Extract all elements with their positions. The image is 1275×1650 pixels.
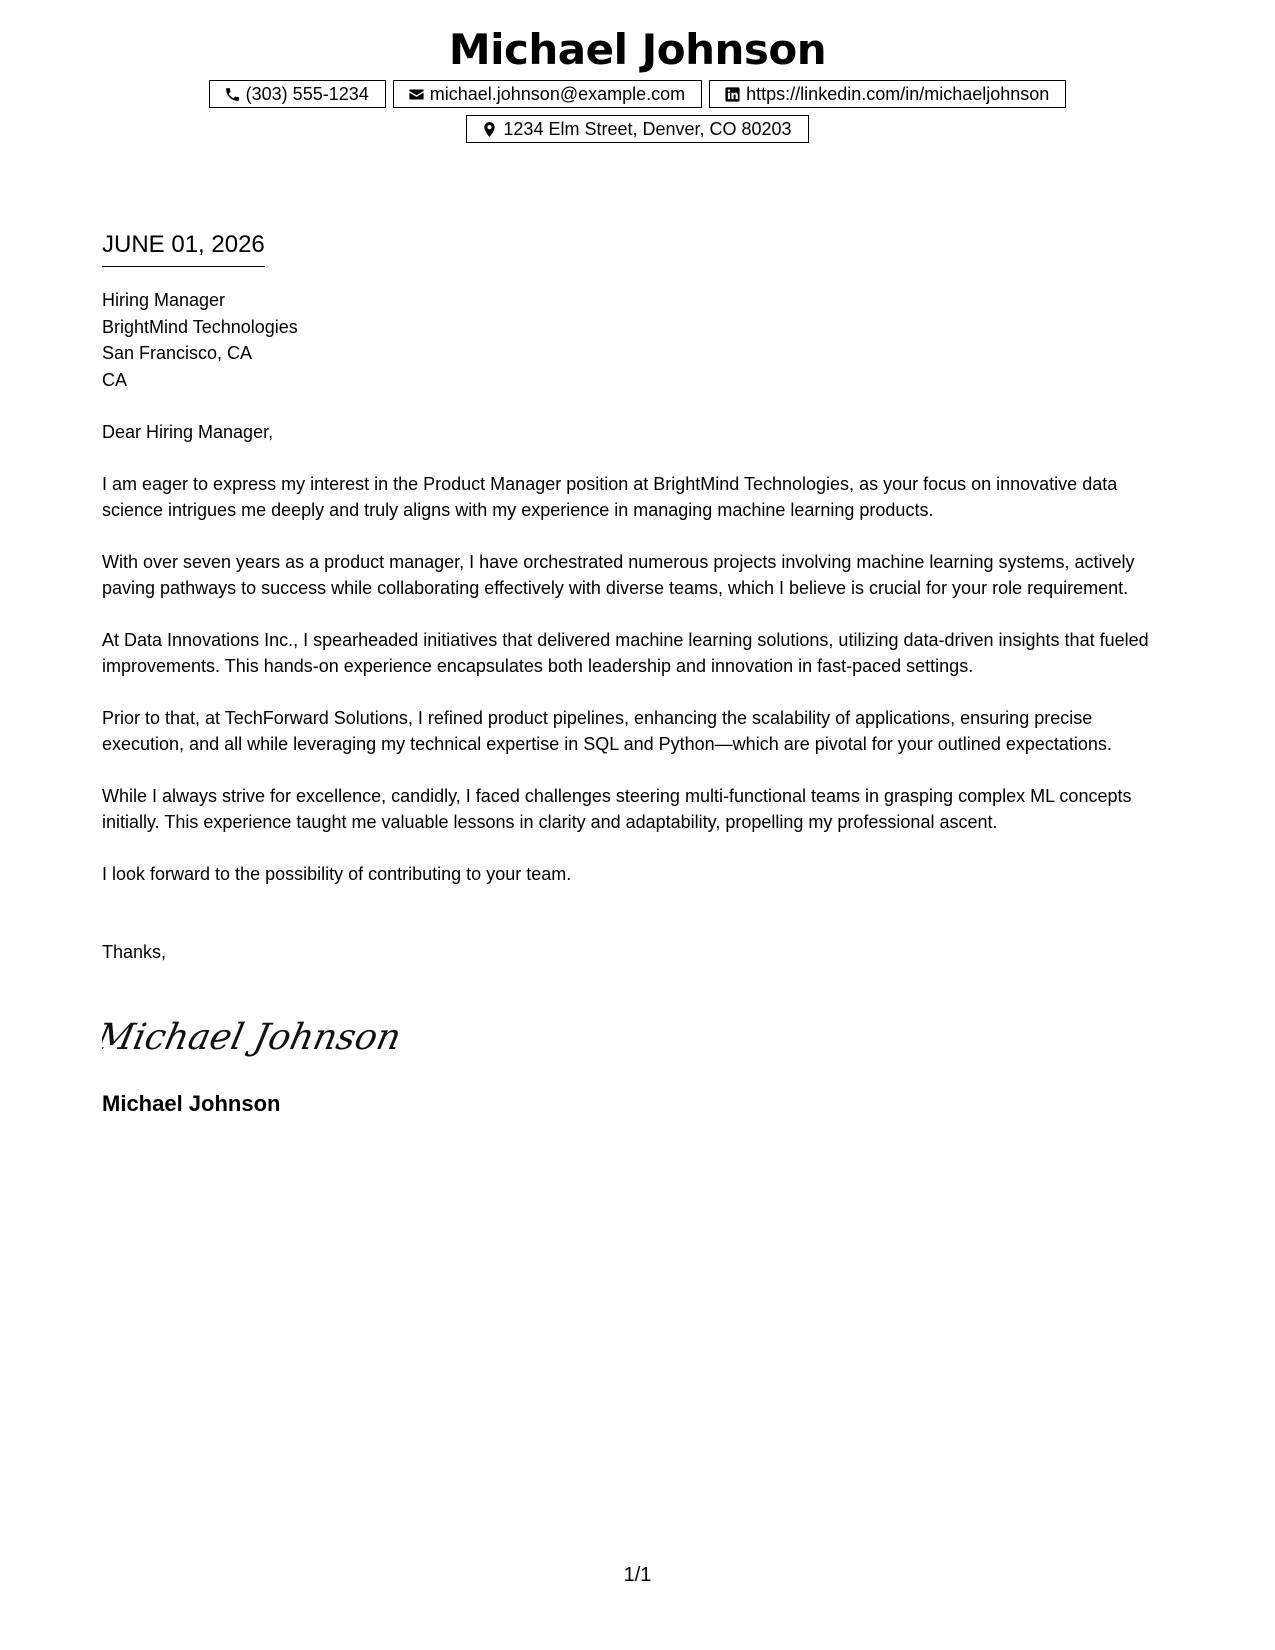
map-pin-icon [481,121,498,138]
recipient-state: CA [102,369,128,390]
salutation: Dear Hiring Manager, [102,422,274,442]
contact-row-secondary [0,115,1275,143]
linkedin-text: https://linkedin.com/in/michaeljohnson [746,83,1050,104]
letter-body [102,228,1172,1119]
signature-text: Michael Johnson [102,1015,402,1058]
recipient-company: BrightMind Technologies [102,316,298,337]
recipient-title: Hiring Manager [102,290,226,310]
signed-name: Michael Johnson [102,1091,281,1116]
page-number: 1/1 [623,1564,652,1586]
address-text: 1234 Elm Street, Denver, CO 80203 [503,118,792,139]
phone-text: (303) 555-1234 [245,83,369,104]
linkedin-contact[interactable] [709,80,1066,108]
email-contact[interactable] [393,80,702,108]
applicant-name: Michael Johnson [448,25,827,74]
paragraph-data-innovations: At Data Innovations Inc., I spearheaded initiatives that delivered machine learning solutions, utilizing data-driven insights that fueled improvements. This hands-on experience encapsulates both leadership and innovation in fast-paced settings. [102,630,1149,676]
paragraph-intro: I am eager to express my interest in the Product Manager position at BrightMind Technologies, as your focus on innovative data science intrigues me deeply and truly aligns with my experience in managing machine learning products. [102,474,1118,520]
signature-graphic [102,1005,402,1065]
recipient-block [102,287,1172,393]
letter-date: JUNE 01, 2026 [102,228,265,267]
signature-image [102,1005,1172,1065]
email-text: michael.johnson@example.com [429,83,686,104]
paragraph-challenges: While I always strive for excellence, candidly, I faced challenges steering multi-functional teams in grasping complex ML concepts initially. This experience taught me valuable lessons in clarity and adaptability, propelling my professional ascent. [102,786,1132,832]
contact-row-primary [0,80,1275,108]
address-contact[interactable] [466,115,808,143]
paragraph-closing: I look forward to the possibility of contributing to your team. [102,864,572,884]
paragraph-techforward: Prior to that, at TechForward Solutions, I refined product pipelines, enhancing the scalability of applications, ensuring precise execution, and all while leveraging my technical expertise in SQL and Python—which are pivotal for your outlined expectations. [102,708,1112,754]
recipient-city: San Francisco, CA [102,343,253,363]
letter-header [0,22,1275,143]
linkedin-icon [724,86,741,103]
closing-word: Thanks, [102,942,167,962]
phone-contact[interactable] [209,80,386,108]
envelope-icon [408,86,425,103]
paragraph-experience: With over seven years as a product manager, I have orchestrated numerous projects involving machine learning systems, actively paving pathways to success while collaborating effectively with diverse teams, which I believe is crucial for your role requirement. [102,552,1135,598]
phone-icon [224,86,241,103]
